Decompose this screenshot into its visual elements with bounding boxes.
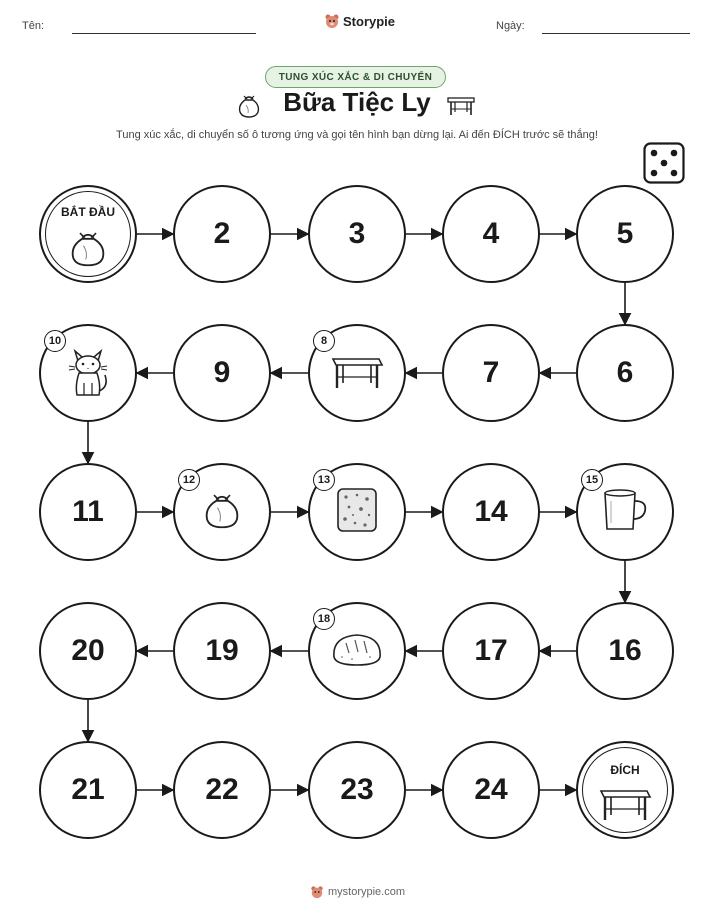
brand-name: Storypie xyxy=(343,13,396,29)
board-cell-14 xyxy=(442,463,540,561)
start-cell xyxy=(39,185,137,283)
table-icon xyxy=(329,351,385,396)
board-cell-21 xyxy=(39,741,137,839)
board-cell-3 xyxy=(308,185,406,283)
name-label: Tên: xyxy=(22,20,45,32)
cell-number-badge: 18 xyxy=(313,608,335,630)
board-cell-15 xyxy=(576,463,674,561)
footer-url[interactable]: mystorypie.com xyxy=(328,886,406,898)
cell-number: 23 xyxy=(340,773,374,806)
board-cell-5 xyxy=(576,185,674,283)
cell-number: 21 xyxy=(71,773,105,806)
cell-number: 11 xyxy=(72,495,104,528)
board-cell-20 xyxy=(39,602,137,700)
activity-pill: TUNG XÚC XẮC & DI CHUYỂN xyxy=(265,66,446,88)
cell-number: 24 xyxy=(474,773,508,806)
bear-logo-icon xyxy=(310,885,324,899)
instructions: Tung xúc xắc, di chuyển số ô tương ứng và gọi tên hình bạn dừng lại. Ai đến ĐÍCH trước sẽ thắng! xyxy=(116,129,598,141)
table-icon xyxy=(597,783,653,828)
cell-number: 17 xyxy=(474,634,508,667)
board-cell-18 xyxy=(308,602,406,700)
cell-number-badge: 8 xyxy=(313,330,335,352)
board-cell-17 xyxy=(442,602,540,700)
board-cell-23 xyxy=(308,741,406,839)
board-cell-7 xyxy=(442,324,540,422)
cell-number: 6 xyxy=(616,356,634,389)
finish-cell xyxy=(576,741,674,839)
board-cell-6 xyxy=(576,324,674,422)
cell-number: 14 xyxy=(474,495,508,528)
board-cell-10 xyxy=(39,324,137,422)
dice-icon xyxy=(643,142,685,184)
cell-number: 9 xyxy=(213,356,231,389)
board-cell-2 xyxy=(173,185,271,283)
cell-number: 20 xyxy=(71,634,105,667)
cell-number: 16 xyxy=(608,634,642,667)
board-cell-12 xyxy=(173,463,271,561)
start-label: BẮT ĐẦU xyxy=(61,205,115,219)
finish-label: ĐÍCH xyxy=(610,763,640,777)
bread-icon xyxy=(330,629,384,674)
date-label: Ngày: xyxy=(496,20,525,32)
board-cell-24 xyxy=(442,741,540,839)
cell-number-badge: 13 xyxy=(313,469,335,491)
board-cell-9 xyxy=(173,324,271,422)
board-cell-4 xyxy=(442,185,540,283)
board-cell-13 xyxy=(308,463,406,561)
money-bag-icon xyxy=(65,225,111,276)
board-cell-11 xyxy=(39,463,137,561)
footer xyxy=(310,885,405,899)
cell-number-badge: 12 xyxy=(178,469,200,491)
cell-number: 22 xyxy=(205,773,239,806)
cell-number: 5 xyxy=(616,217,634,250)
cat-icon xyxy=(63,343,113,404)
bear-logo-icon xyxy=(324,13,340,29)
date-line[interactable] xyxy=(542,33,690,34)
cell-number-badge: 10 xyxy=(44,330,66,352)
cell-number: 4 xyxy=(482,217,500,250)
board-cell-8 xyxy=(308,324,406,422)
board-cell-19 xyxy=(173,602,271,700)
brand-logo xyxy=(324,13,395,29)
cup-icon xyxy=(599,487,651,538)
cell-number-badge: 15 xyxy=(581,469,603,491)
name-line[interactable] xyxy=(72,33,256,34)
page-title: Bữa Tiệc Ly xyxy=(283,87,431,117)
money-bag-icon xyxy=(199,487,245,538)
table-icon xyxy=(446,95,476,117)
cell-number: 3 xyxy=(348,217,366,250)
sponge-icon xyxy=(333,485,381,540)
cell-number: 7 xyxy=(482,356,500,389)
cell-number: 2 xyxy=(213,217,231,250)
cell-number: 19 xyxy=(205,634,239,667)
board-cell-22 xyxy=(173,741,271,839)
board-cell-16 xyxy=(576,602,674,700)
